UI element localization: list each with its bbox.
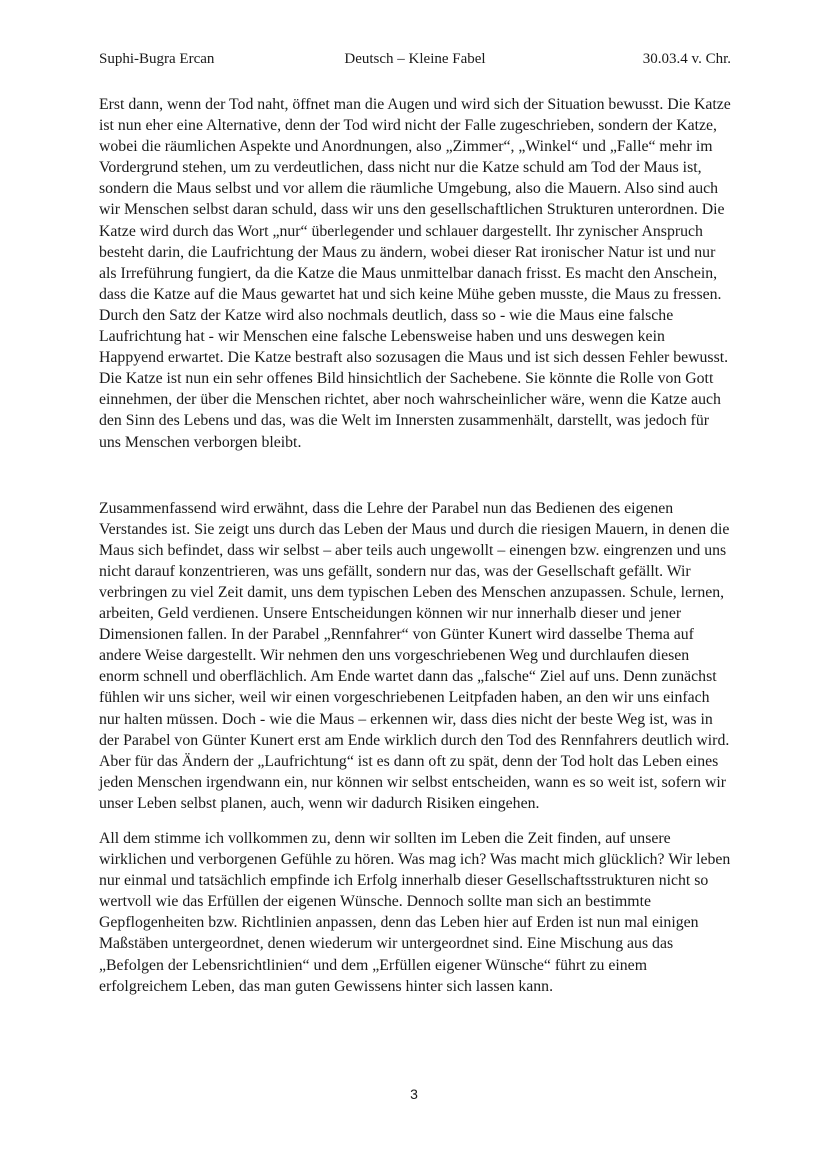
paragraph-analysis: Erst dann, wenn der Tod naht, öffnet man die Augen und wird sich der Situation bewusst. Die Katze ist nun eher eine Alternative, denn der Tod wird nicht der Falle zugeschrieben, sondern der Katze, wobei die räumlichen Aspekte und Anordnungen, also „Zimmer“, „Winkel“ und „Falle“ mehr im Vordergrund stehen, um zu verdeutlichen, dass nicht nur die Katze schuld am Tod der Maus ist, sondern die Maus selbst und vor allem die räumliche Umgebung, also die Mauern. Also sind auch wir Menschen selbst daran schuld, dass wir uns den gesellschaftlichen Strukturen unterordnen. Die Katze wird durch das Wort „nur“ überlegender und schlauer dargestellt. Ihr zynischer Anspruch besteht darin, die Laufrichtung der Maus zu ändern, wobei dieser Rat ironischer Natur ist und nur als Irreführung fungiert, da die Katze die Maus unmittelbar danach frisst. Es macht den Anschein, dass die Katze auf die Maus gewartet hat und sich keine Mühe geben musste, die Maus zu fressen. Durch den Satz der Katze wird also nochmals deutlich, dass so - wie die Maus eine falsche Laufrichtung hat - wir Menschen eine falsche Lebensweise haben und uns deswegen kein Happyend erwartet. Die Katze bestraft also sozusagen die Maus und ist sich dessen Fehler bewusst. Die Katze ist nun ein sehr offenes Bild hinsichtlich der Sachebene. Sie könnte die Rolle von Gott einnehmen, der über die Menschen richtet, aber noch wahrscheinlicher wäre, wenn die Katze auch den Sinn des Lebens und das, was die Welt im Innersten zusammenhält, darstellt, was jedoch für uns Menschen verborgen bleibt.	[99, 96, 731, 451]
header-date: 30.03.4 v. Chr.	[642, 51, 731, 67]
document-body	[99, 94, 732, 997]
header-author: Suphi-Bugra Ercan	[99, 51, 215, 67]
paragraph-spacer	[99, 453, 732, 498]
paragraph-summary: Zusammenfassend wird erwähnt, dass die Lehre der Parabel nun das Bedienen des eigenen Verstandes ist. Sie zeigt uns durch das Leben der Maus und durch die riesigen Mauern, in denen die Maus sich befindet, dass wir selbst – aber teils auch ungewollt – einengen bzw. eingrenzen und uns nicht darauf konzentrieren, was uns gefällt, sondern nur das, was der Gesellschaft gefällt. Wir verbringen zu viel Zeit damit, uns dem typischen Leben des Menschen anzupassen. Schule, lernen, arbeiten, Geld verdienen. Unsere Entscheidungen können wir nur innerhalb dieser und jener Dimensionen fallen. In der Parabel „Rennfahrer“ von Günter Kunert wird dasselbe Thema auf andere Weise dargestellt. Wir nehmen den uns vorgeschriebenen Weg und durchlaufen diesen enorm schnell und oberflächlich. Am Ende wartet dann das „falsche“ Ziel auf uns. Denn zunächst fühlen wir uns sicher, weil wir einen vorgeschriebenen Leitpfaden haben, an den wir uns einfach nur halten müssen. Doch - wie die Maus – erkennen wir, dass dies nicht der beste Weg ist, was in der Parabel von Günter Kunert erst am Ende wirklich durch den Tod des Rennfahrers deutlich wird. Aber für das Ändern der „Laufrichtung“ ist es dann oft zu spät, denn der Tod holt das Leben eines jeden Menschen irgendwann ein, nur können wir selbst entscheiden, wann es so weit ist, sofern wir unser Leben selbst planen, auch, wenn wir dadurch Risiken eingehen.	[99, 499, 730, 812]
paragraph-opinion: All dem stimme ich vollkommen zu, denn wir sollten im Leben die Zeit finden, auf unsere wirklichen und verborgenen Gefühle zu hören. Was mag ich? Was macht mich glücklich? Wir leben nur einmal und tatsächlich empfinde ich Erfolg innerhalb dieser Gesellschaftsstrukturen nicht so wertvoll wie das Erfüllen der eigenen Wünsche. Dennoch sollte man sich an bestimmte Gepflogenheiten bzw. Richtlinien anpassen, denn das Leben hier auf Erden ist nun mal einigen Maßstäben untergeordnet, denen wiederum wir untergeordnet sind. Eine Mischung aus das „Befolgen der Lebensrichtlinien“ und dem „Erfüllen eigener Wünsche“ führt zu einem erfolgreichem Leben, das man guten Gewissens hinter sich lassen kann.	[99, 830, 731, 995]
page-number: 3	[410, 1086, 418, 1102]
header-subject: Deutsch – Kleine Fabel	[344, 51, 486, 67]
paragraph-spacer	[99, 814, 732, 828]
page-header	[99, 49, 731, 69]
